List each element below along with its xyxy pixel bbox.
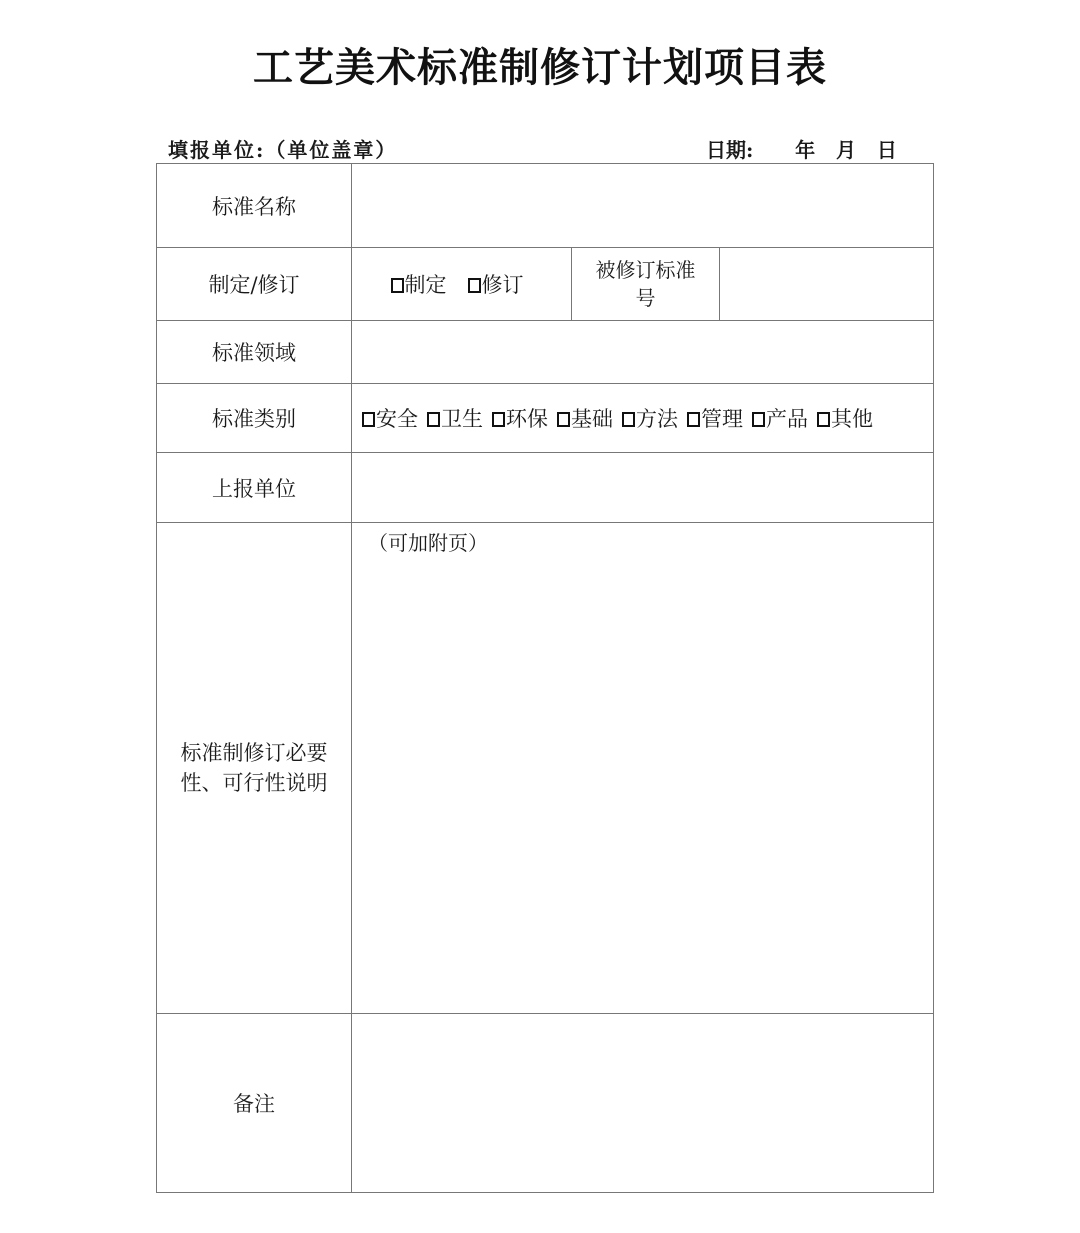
reporting-unit-label: 填报单位:（单位盖章）: [168, 138, 398, 162]
remarks-field[interactable]: [352, 1014, 933, 1192]
attachment-note: （可加附页）: [368, 531, 488, 555]
checkbox-icon[interactable]: [427, 412, 440, 427]
standard-field-label: 标准领域: [157, 321, 352, 383]
page-title: 工艺美术标准制修订计划项目表: [253, 44, 827, 91]
category-option-environment[interactable]: 环保: [492, 403, 548, 433]
formulate-revise-row: [156, 247, 934, 320]
date-label: 日期: 年 月 日: [706, 138, 897, 162]
checkbox-icon[interactable]: [622, 412, 635, 427]
standard-category-row: [156, 383, 934, 452]
option-revise[interactable]: 修订: [468, 269, 524, 299]
standard-name-label: 标准名称: [157, 164, 352, 247]
category-option-other[interactable]: 其他: [817, 403, 873, 433]
category-option-hygiene[interactable]: 卫生: [427, 403, 483, 433]
revised-standard-number-field[interactable]: [720, 248, 933, 320]
justification-row: [156, 522, 934, 1013]
remarks-label: 备注: [157, 1014, 352, 1192]
checkbox-icon[interactable]: [752, 412, 765, 427]
justification-label: 标准制修订必要性、可行性说明: [157, 523, 352, 1013]
submitting-unit-field[interactable]: [352, 453, 933, 522]
justification-field[interactable]: [352, 523, 933, 1013]
standard-name-row: [156, 163, 934, 247]
submitting-unit-row: [156, 452, 934, 522]
standard-category-options: [352, 384, 933, 452]
standard-name-field[interactable]: [352, 164, 933, 247]
checkbox-icon[interactable]: [557, 412, 570, 427]
category-option-safety[interactable]: 安全: [362, 403, 418, 433]
checkbox-icon[interactable]: [468, 278, 481, 293]
option-formulate[interactable]: 制定: [391, 269, 447, 299]
checkbox-icon[interactable]: [391, 278, 404, 293]
category-option-basic[interactable]: 基础: [557, 403, 613, 433]
checkbox-icon[interactable]: [817, 412, 830, 427]
standard-field-input[interactable]: [352, 321, 933, 383]
submitting-unit-label: 上报单位: [157, 453, 352, 522]
checkbox-icon[interactable]: [362, 412, 375, 427]
revised-standard-number-label: 被修订标准号: [572, 248, 720, 320]
formulate-revise-label: 制定/修订: [157, 248, 352, 320]
formulate-revise-options: [352, 248, 572, 320]
category-option-management[interactable]: 管理: [687, 403, 743, 433]
remarks-row: [156, 1013, 934, 1193]
standard-category-label: 标准类别: [157, 384, 352, 452]
standard-field-row: [156, 320, 934, 383]
category-option-method[interactable]: 方法: [622, 403, 678, 433]
project-form-table: [156, 163, 934, 1193]
checkbox-icon[interactable]: [492, 412, 505, 427]
checkbox-icon[interactable]: [687, 412, 700, 427]
category-option-product[interactable]: 产品: [752, 403, 808, 433]
